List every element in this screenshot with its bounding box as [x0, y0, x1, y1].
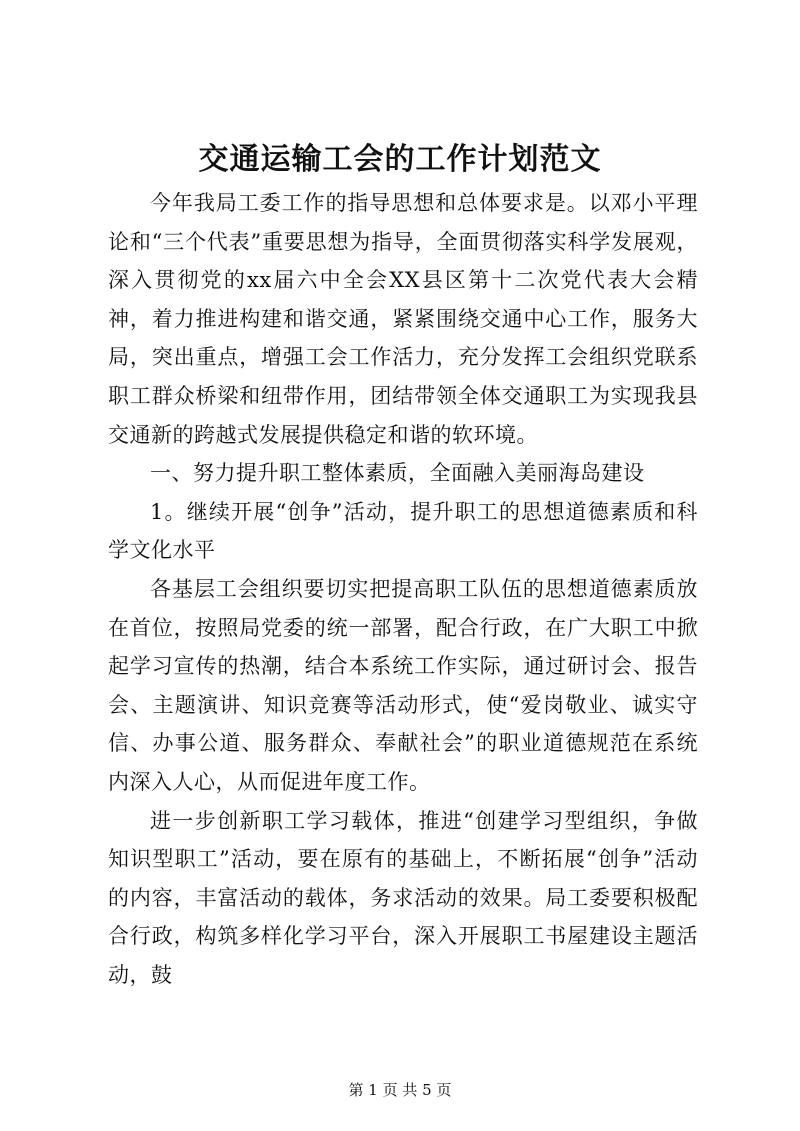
page-footer: 第 1 页 共 5 页 [348, 1081, 452, 1099]
paragraph-guiding-ideology: 今年我局工委工作的指导思想和总体要求是。以邓小平理论和“三个代表”重要思想为指导，全面贯彻落实科学发展观，深入贯彻党的xx届六中全会XX县区第十二次党代表大会精神，着力推进构建和谐交通，紧紧围绕交通中心工作，服务大局，突出重点，增强工会工作活力，充分发挥工会组织党联系职工群众桥梁和纽带作用，团结带领全体交通职工为实现我县交通新的跨越式发展提供稳定和谐的软环境。 [108, 191, 698, 447]
section-heading-1: 一、努力提升职工整体素质，全面融入美丽海岛建设 [150, 461, 645, 486]
document-title: 交通运输工会的工作计划范文 [198, 142, 602, 177]
subsection-heading-1: 1。继续开展“创争”活动，提升职工的思想道德素质和科学文化水平 [108, 499, 698, 563]
paragraph-learning-carrier: 进一步创新职工学习载体，推进“创建学习型组织，争做知识型职工”活动，要在原有的基础上，不断拓展“创争”活动的内容，丰富活动的载体，务求活动的效果。局工委要积极配合行政，构筑多样化学习平台，深入开展职工书屋建设主题活动，鼓 [108, 808, 698, 987]
paragraph-moral-quality: 各基层工会组织要切实把提高职工队伍的思想道德素质放在首位，按照局党委的统一部署，配合行政，在广大职工中掀起学习宣传的热潮，结合本系统工作实际，通过研讨会、报告会、主题演讲、知识竞赛等活动形式，使“爱岗敬业、诚实守信、办事公道、服务群众、奉献社会”的职业道德规范在系统内深入人心，从而促进年度工作。 [108, 576, 698, 794]
document-body [108, 184, 698, 994]
